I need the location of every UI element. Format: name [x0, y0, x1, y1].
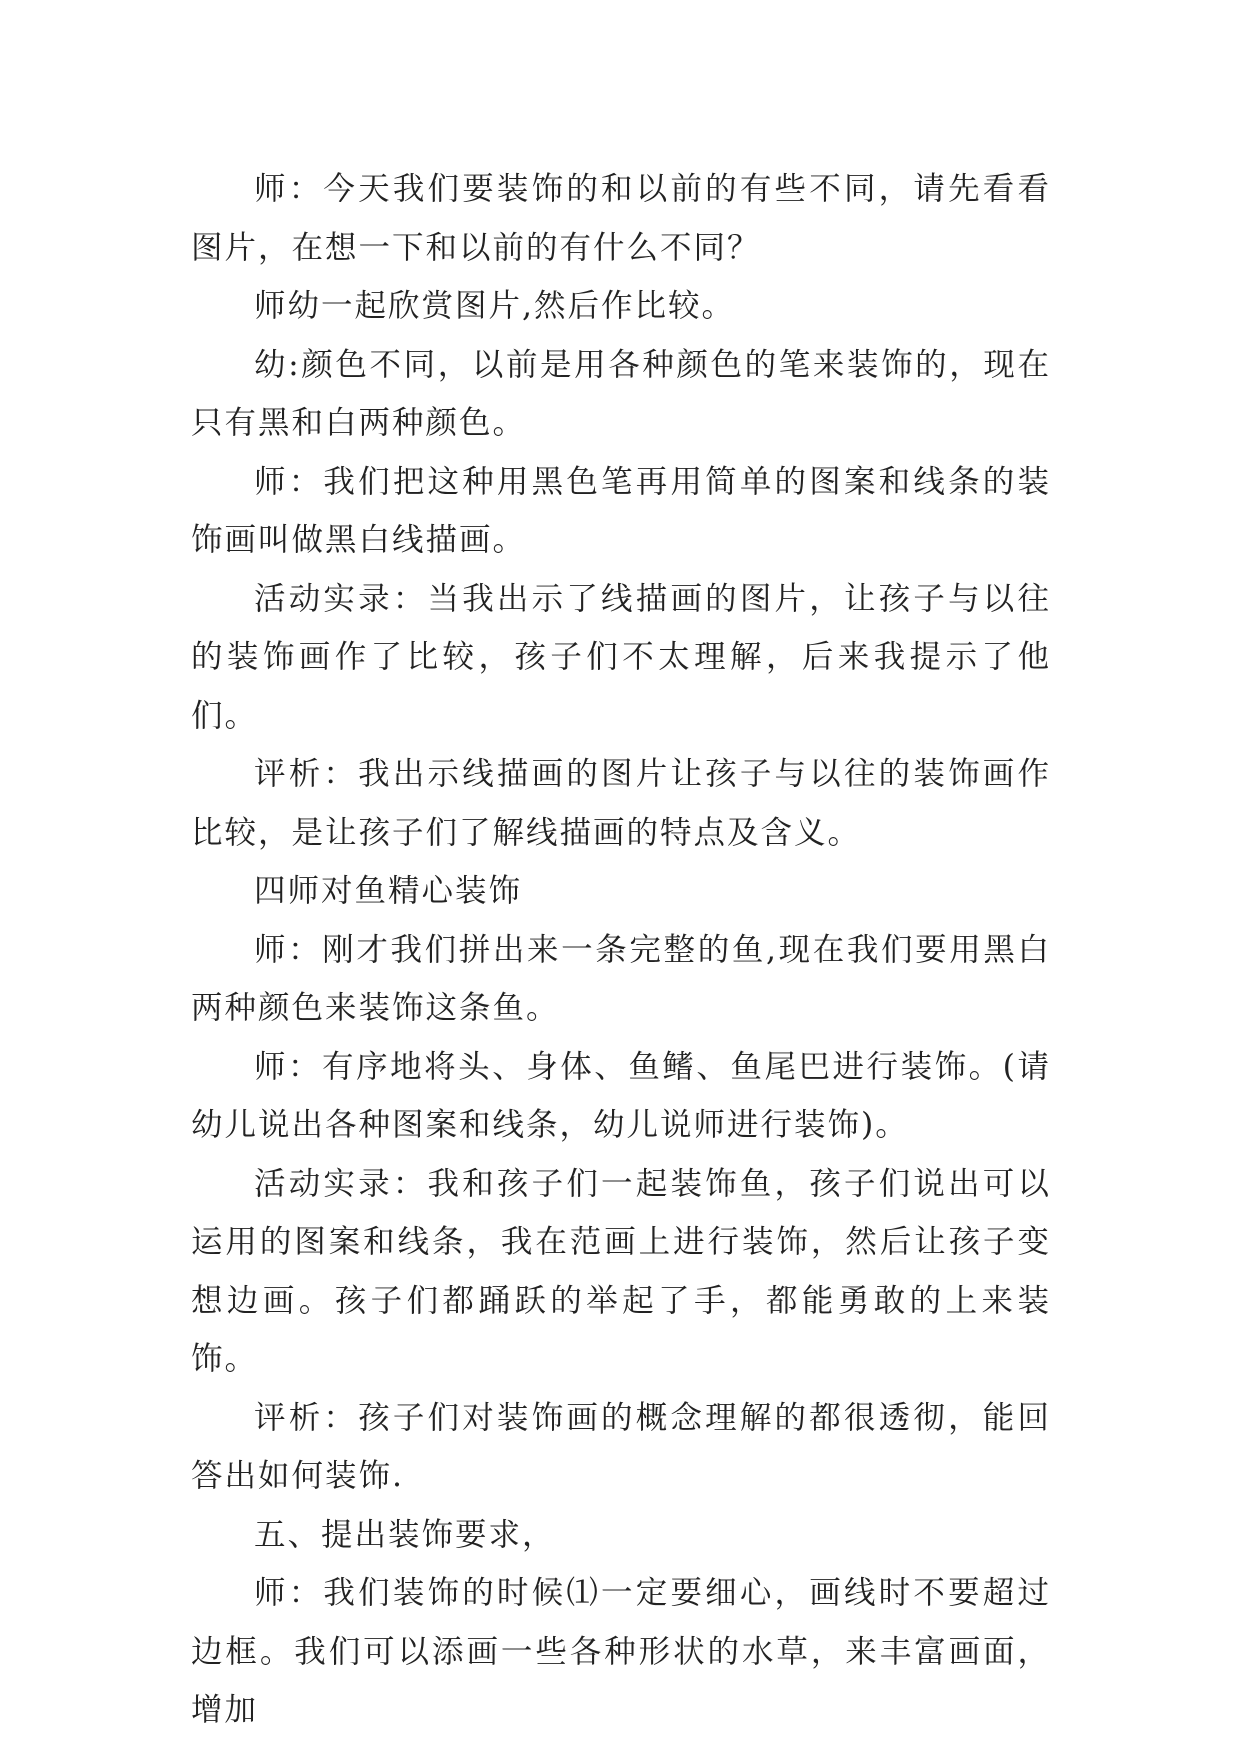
paragraph: 评析：孩子们对装饰画的概念理解的都很透彻，能回答出如何装饰. [191, 1399, 1051, 1494]
paragraph: 活动实录：我和孩子们一起装饰鱼，孩子们说出可以运用的图案和线条，我在范画上进行装饰，然后让孩子变想边画。孩子们都踊跃的举起了手，都能勇敢的上来装饰。 [191, 1165, 1051, 1377]
document-body [191, 160, 1051, 1740]
section-heading: 四师对鱼精心装饰 [254, 873, 523, 909]
paragraph: 师：刚才我们拼出来一条完整的鱼,现在我们要用黑白两种颜色来装饰这条鱼。 [191, 931, 1051, 1026]
paragraph: 活动实录：当我出示了线描画的图片，让孩子与以往的装饰画作了比较，孩子们不太理解，后来我提示了他们。 [191, 580, 1051, 734]
paragraph: 评析：我出示线描画的图片让孩子与以往的装饰画作比较，是让孩子们了解线描画的特点及含义。 [191, 756, 1051, 851]
paragraph: 师：今天我们要装饰的和以前的有些不同，请先看看图片，在想一下和以前的有什么不同？ [191, 171, 1051, 266]
paragraph: 幼:颜色不同，以前是用各种颜色的笔来装饰的，现在只有黑和白两种颜色。 [191, 346, 1051, 441]
section-heading: 五、提出装饰要求， [254, 1516, 556, 1553]
paragraph: 师：我们装饰的时候⑴一定要细心，画线时不要超过边框。我们可以添画一些各种形状的水草，来丰富画面，增加 [191, 1575, 1051, 1728]
paragraph: 师：我们把这种用黑色笔再用简单的图案和线条的装饰画叫做黑白线描画。 [191, 463, 1051, 558]
paragraph: 师：有序地将头、身体、鱼鳍、鱼尾巴进行装饰。(请幼儿说出各种图案和线条，幼儿说师进行装饰)。 [191, 1048, 1051, 1143]
paragraph: 师幼一起欣赏图片,然后作比较。 [254, 288, 736, 324]
